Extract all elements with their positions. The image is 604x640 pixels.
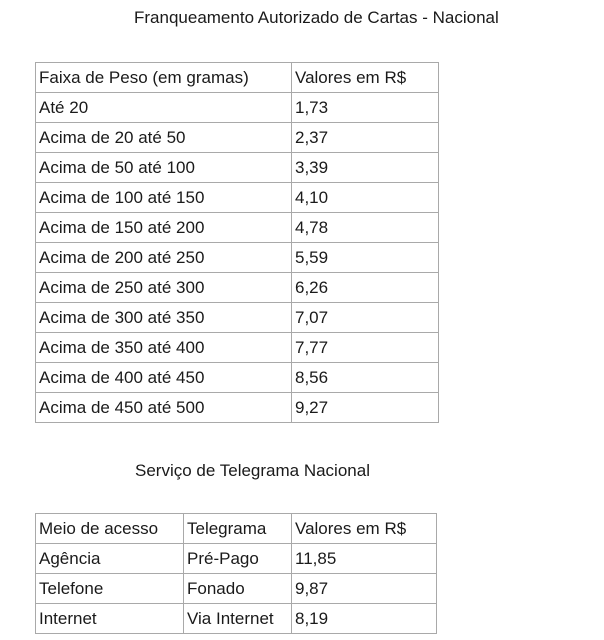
header-cell: Faixa de Peso (em gramas) — [36, 63, 292, 93]
header-cell: Valores em R$ — [292, 63, 439, 93]
price-cell: 11,85 — [292, 544, 437, 574]
weight-range-cell: Acima de 450 até 500 — [36, 393, 292, 423]
cartas-price-table — [35, 62, 439, 423]
price-cell: 4,78 — [292, 213, 439, 243]
telegram-type-cell: Via Internet — [184, 604, 292, 634]
table-row — [36, 544, 437, 574]
table-row — [36, 93, 439, 123]
weight-range-cell: Acima de 400 até 450 — [36, 363, 292, 393]
table-row — [36, 604, 437, 634]
header-cell: Telegrama — [184, 514, 292, 544]
section-title-cartas: Franqueamento Autorizado de Cartas - Nacional — [134, 8, 499, 27]
price-cell: 1,73 — [292, 93, 439, 123]
table-row — [36, 363, 439, 393]
weight-range-cell: Acima de 20 até 50 — [36, 123, 292, 153]
table-row — [36, 303, 439, 333]
table-row — [36, 333, 439, 363]
table-row — [36, 123, 439, 153]
table-header-row — [36, 63, 439, 93]
weight-range-cell: Acima de 350 até 400 — [36, 333, 292, 363]
section-title-telegrama: Serviço de Telegrama Nacional — [135, 461, 370, 480]
price-cell: 9,87 — [292, 574, 437, 604]
weight-range-cell: Até 20 — [36, 93, 292, 123]
weight-range-cell: Acima de 50 até 100 — [36, 153, 292, 183]
price-cell: 2,37 — [292, 123, 439, 153]
access-method-cell: Agência — [36, 544, 184, 574]
table-row — [36, 213, 439, 243]
price-cell: 8,19 — [292, 604, 437, 634]
telegrama-price-table — [35, 513, 437, 634]
price-cell: 4,10 — [292, 183, 439, 213]
weight-range-cell: Acima de 300 até 350 — [36, 303, 292, 333]
table-row — [36, 273, 439, 303]
weight-range-cell: Acima de 150 até 200 — [36, 213, 292, 243]
table-header-row — [36, 514, 437, 544]
weight-range-cell: Acima de 100 até 150 — [36, 183, 292, 213]
table-row — [36, 183, 439, 213]
access-method-cell: Telefone — [36, 574, 184, 604]
price-cell: 6,26 — [292, 273, 439, 303]
telegram-type-cell: Fonado — [184, 574, 292, 604]
table-row — [36, 393, 439, 423]
price-cell: 7,77 — [292, 333, 439, 363]
telegram-type-cell: Pré-Pago — [184, 544, 292, 574]
table-row — [36, 243, 439, 273]
header-cell: Valores em R$ — [292, 514, 437, 544]
price-cell: 3,39 — [292, 153, 439, 183]
table-row — [36, 574, 437, 604]
price-cell: 8,56 — [292, 363, 439, 393]
access-method-cell: Internet — [36, 604, 184, 634]
weight-range-cell: Acima de 250 até 300 — [36, 273, 292, 303]
weight-range-cell: Acima de 200 até 250 — [36, 243, 292, 273]
price-cell: 5,59 — [292, 243, 439, 273]
table-row — [36, 153, 439, 183]
price-cell: 9,27 — [292, 393, 439, 423]
price-cell: 7,07 — [292, 303, 439, 333]
header-cell: Meio de acesso — [36, 514, 184, 544]
